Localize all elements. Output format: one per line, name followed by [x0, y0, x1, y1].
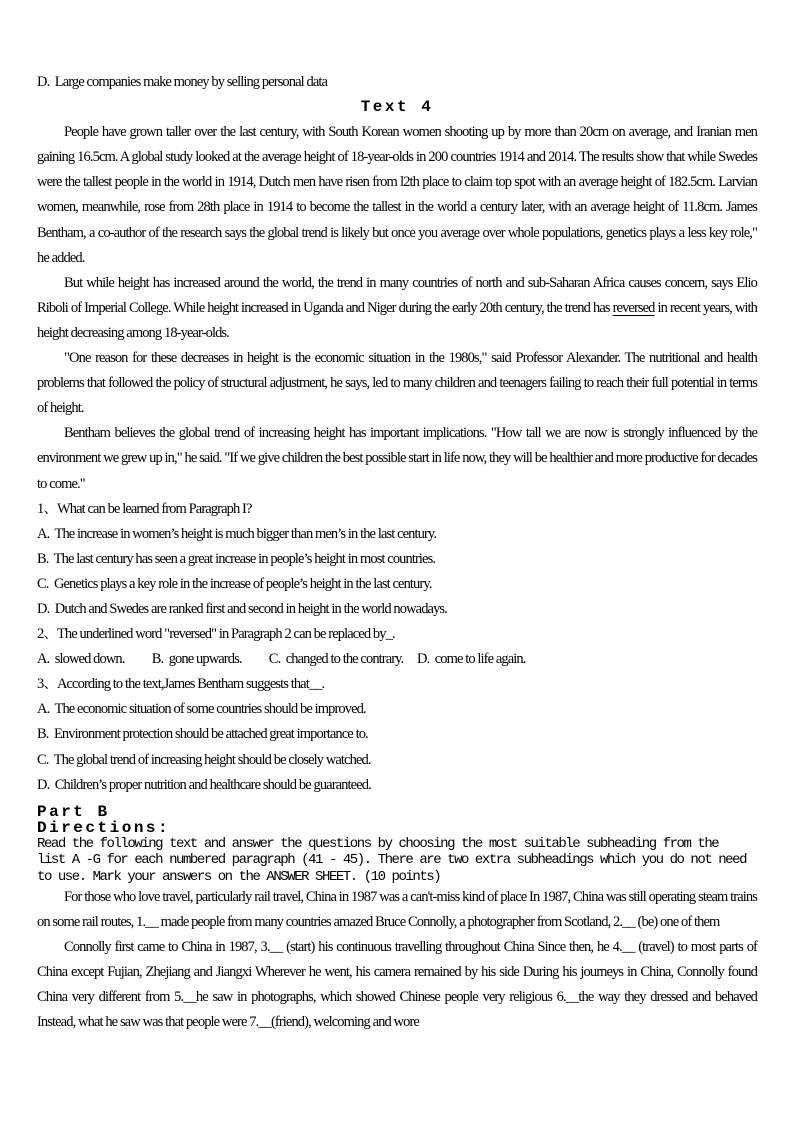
directions-line-2: list A -G for each numbered paragraph (41 - 45). There are two extra subheadings which you do not need: [37, 852, 747, 869]
partb-passage-paragraph-1: For those who love travel, particularly rail travel, China in 1987 was a can't-miss kind of place In 1987, China was still operating steam trains on some rail routes, 1.__ made people from many countries amazed Bruce Connolly, a photographer from Scotland, 2.__ (be) one of them: [37, 888, 757, 931]
question-1-option-a: A. The increase in women’s height is much bigger than men’s in the last century.: [37, 525, 437, 542]
question-3-option-c: C. The global trend of increasing height should be closely watched.: [37, 751, 371, 768]
text4-paragraph-2-before: But while height has increased around the world, the trend in many countries of north and sub-Saharan Africa causes concern, says Elio Riboli of Imperial College. While height increased in Uganda and Niger during the early 20th century, the trend has: [37, 274, 757, 316]
underlined-word-reversed: reversed: [612, 299, 655, 316]
text4-heading: Text 4: [360, 98, 434, 117]
question-1-option-b: B. The last century has seen a great increase in people’s height in most countries.: [37, 550, 436, 567]
text4-paragraph-2: [37, 271, 757, 346]
part-b-heading: Part B: [37, 802, 110, 821]
partb-passage-paragraph-2: Connolly first came to China in 1987, 3.__ (start) his continuous travelling throughout China Since then, he 4.__ (travel) to most parts of China except Fujian, Zhejiang and Jiangxi Wherever he went, his camera remained by his side During his journeys in China, Connolly found China very different from 5.__he saw in photographs, which showed Chinese people very religious 6.__the way they dressed and behaved Instead, what he saw was that people were 7.__(friend), welcoming and wore: [37, 939, 757, 1031]
text4-paragraph-3: "One reason for these decreases in height is the economic situation in the 1980s," said Professor Alexander. The nutritional and health problems that followed the policy of structural adjustment, he says, led to many children and teenagers failing to reach their full potential in terms of height.: [37, 350, 757, 417]
question-3-stem: 3、According to the text,James Bentham suggests that__.: [37, 676, 325, 693]
part-b-section: [37, 804, 757, 885]
question-1-stem: 1、What can be learned from Paragraph I?: [37, 500, 252, 517]
previous-question-option-d: D. Large companies make money by selling personal data: [37, 74, 328, 90]
text4-paragraph-4: Bentham believes the global trend of increasing height has important implications. "How tall we are now is strongly influenced by the environment we grew up in," he said. "If we give children the best possible start in life now, they will be healthier and more productive for decades to come.": [37, 425, 757, 492]
directions-label: Directions:: [37, 818, 171, 837]
question-2-stem: 2、The underlined word "reversed" in Paragraph 2 can be replaced by_.: [37, 626, 395, 643]
directions-line-1: Read the following text and answer the questions by choosing the most suitable subheading from the: [37, 835, 719, 852]
text4-paragraph-1: People have grown taller over the last century, with South Korean women shooting up by more than 20cm on average, and Iranian men gaining 16.5cm. A global study looked at the average height of 18-year-olds in 200 countries 1914 and 2014. The results show that while Swedes were the tallest people in the world in 1914, Dutch men have risen from l2th place to claim top spot with an average height of 182.5cm. Larvian women, meanwhile, rose from 28th place in 1914 to become the tallest in the world a century later, with an average height of 11.8cm. James Bentham, a co-author of the research says the global trend is likely but once you average over whole populations, genetics plays a less key role," he added.: [37, 124, 757, 266]
question-1-option-d: D. Dutch and Swedes are ranked first and second in height in the world nowadays.: [37, 600, 447, 617]
question-1-option-c: C. Genetics plays a key role in the increase of people’s height in the last century.: [37, 575, 432, 592]
text4-paragraph-2-after: in recent years, with height decreasing among 18-year-olds.: [37, 299, 758, 341]
question-3-option-a: A. The economic situation of some countries should be improved.: [37, 701, 366, 718]
directions-line-3: to use. Mark your answers on the ANSWER SHEET. (10 points): [37, 868, 441, 885]
question-3-option-b: B. Environment protection should be attached great importance to.: [37, 726, 368, 743]
question-2-options-row: A. slowed down. B. gone upwards. C. changed to the contrary. D. come to life again.: [37, 651, 526, 668]
question-3-option-d: D. Children’s proper nutrition and healthcare should be guaranteed.: [37, 776, 371, 793]
